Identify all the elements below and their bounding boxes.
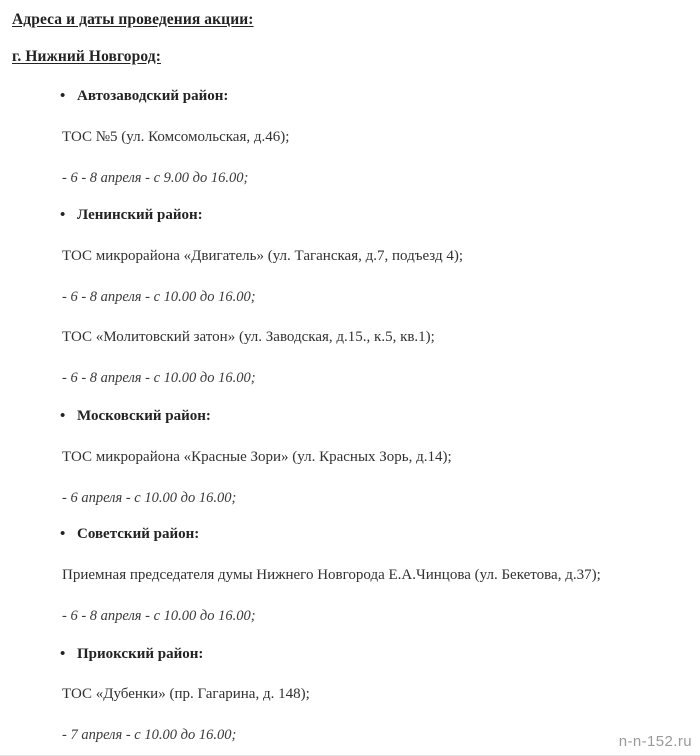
venue-schedule: - 6 - 8 апреля - с 9.00 до 16.00; [62, 170, 249, 186]
district-heading-moskovsky [60, 408, 211, 425]
district-name: Советский район: [77, 526, 200, 542]
district-heading-avtozavodsky [60, 88, 228, 105]
venue-schedule: - 6 - 8 апреля - с 10.00 до 16.00; [62, 289, 256, 305]
venue-address: ТОС «Дубенки» (пр. Гагарина, д. 148); [62, 686, 310, 702]
venue-schedule: - 7 апреля - с 10.00 до 16.00; [62, 727, 237, 743]
venue-address: Приемная председателя думы Нижнего Новгорода Е.А.Чинцова (ул. Бекетова, д.37); [62, 567, 601, 583]
venue-schedule: - 6 апреля - с 10.00 до 16.00; [62, 490, 237, 506]
district-name: Московский район: [77, 408, 211, 424]
district-heading-priokskiy [60, 646, 203, 663]
venue-schedule: - 6 - 8 апреля - с 10.00 до 16.00; [62, 608, 256, 624]
page-title: Адреса и даты проведения акции: [12, 11, 254, 28]
venue-schedule: - 6 - 8 апреля - с 10.00 до 16.00; [62, 370, 256, 386]
venue-address: ТОС микрорайона «Красные Зори» (ул. Красных Зорь, д.14); [62, 449, 452, 465]
city-heading: г. Нижний Новгород: [12, 48, 161, 65]
bullet-icon: • [60, 207, 66, 223]
district-name: Приокский район: [77, 646, 204, 662]
venue-address: ТОС №5 (ул. Комсомольская, д.46); [62, 129, 290, 145]
bullet-icon: • [60, 88, 66, 104]
site-watermark: n-n-152.ru [618, 733, 692, 750]
bullet-icon: • [60, 408, 66, 424]
district-name: Автозаводский район: [77, 88, 229, 104]
venue-address: ТОС «Молитовский затон» (ул. Заводская, д.15., к.5, кв.1); [62, 329, 435, 345]
bullet-icon: • [60, 646, 66, 662]
district-heading-sovetsky [60, 526, 199, 543]
district-heading-leninsky [60, 207, 203, 224]
venue-address: ТОС микрорайона «Двигатель» (ул. Таганская, д.7, подъезд 4); [62, 248, 464, 264]
district-name: Ленинский район: [77, 207, 203, 223]
bullet-icon: • [60, 526, 66, 542]
